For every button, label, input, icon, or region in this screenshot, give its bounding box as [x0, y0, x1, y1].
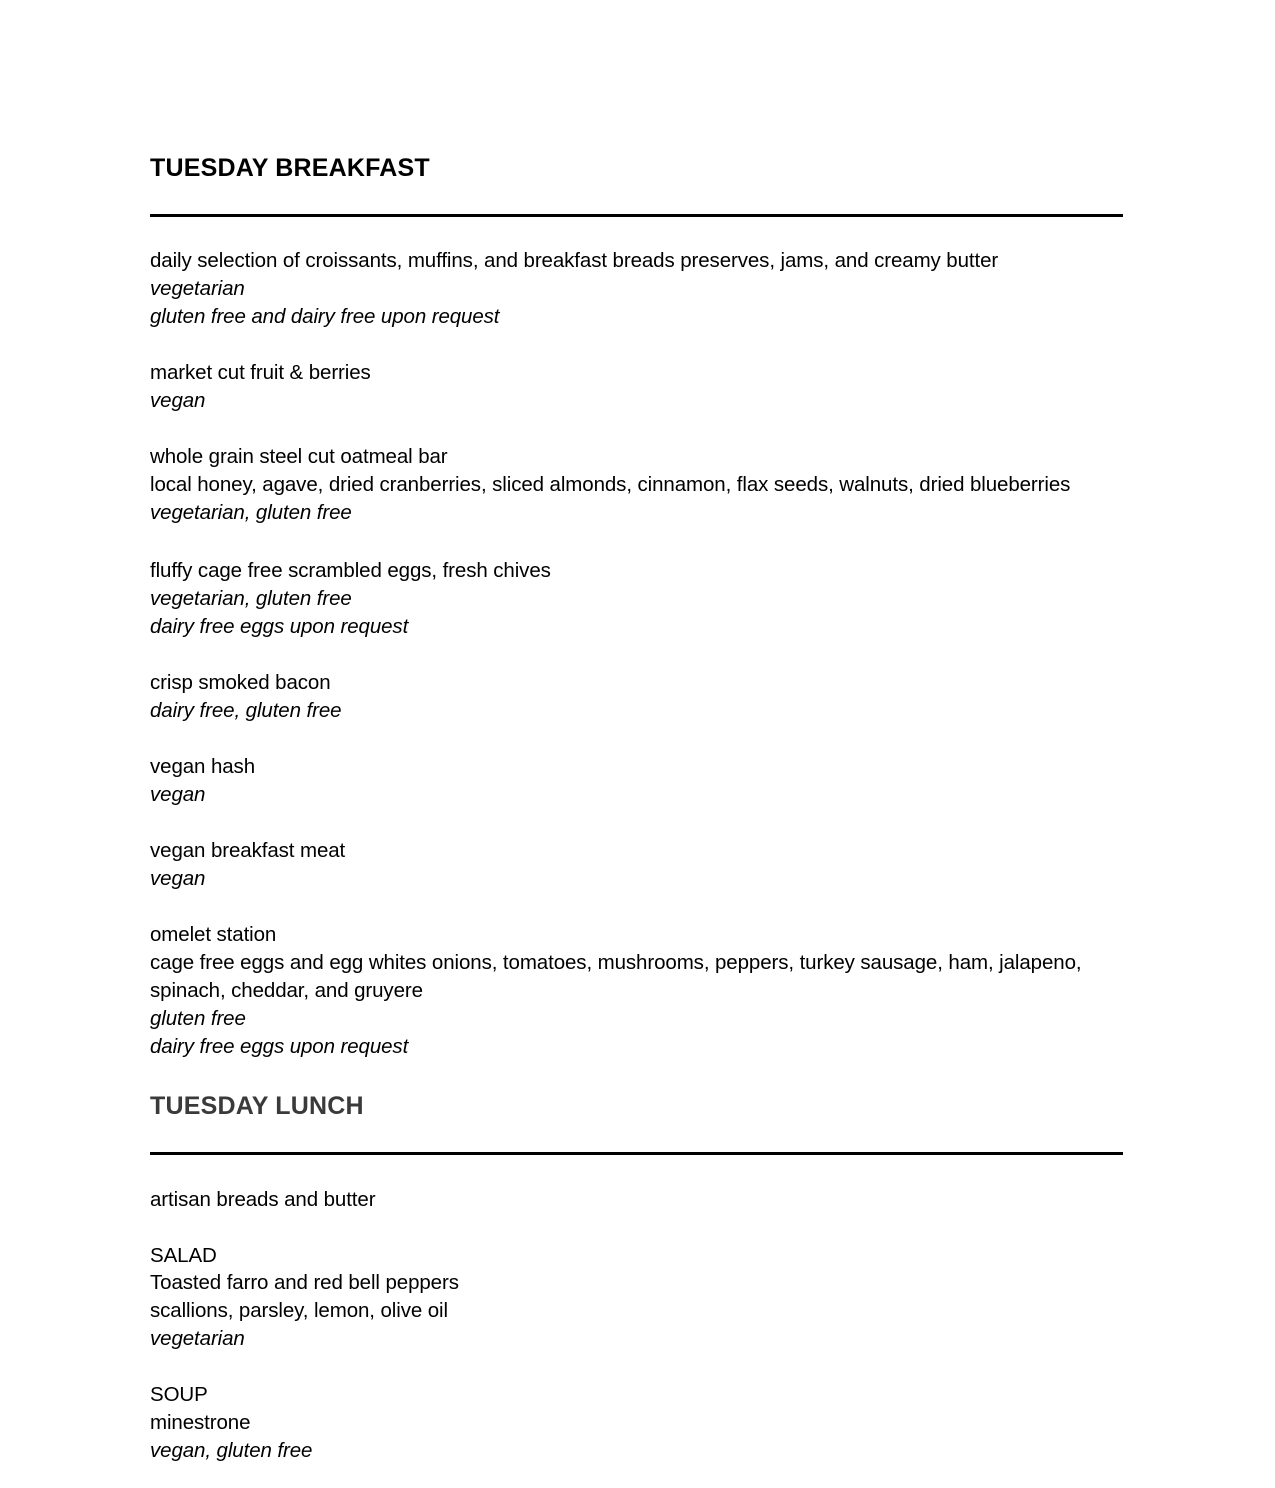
breakfast-item-note: vegetarian, gluten free — [150, 501, 352, 524]
breakfast-divider — [150, 214, 1123, 217]
breakfast-item-note: dairy free eggs upon request — [150, 1035, 409, 1058]
lunch-bread: artisan breads and butter — [150, 1188, 376, 1211]
breakfast-item-name: vegan hash — [150, 755, 256, 778]
breakfast-item-name: market cut fruit & berries — [150, 361, 371, 384]
soup-label: SOUP — [150, 1383, 208, 1406]
lunch-divider — [150, 1152, 1123, 1155]
breakfast-item-name: crisp smoked bacon — [150, 671, 331, 694]
breakfast-title: TUESDAY BREAKFAST — [150, 154, 430, 182]
soup-name: minestrone — [150, 1411, 251, 1434]
salad-note: vegetarian — [150, 1327, 245, 1350]
soup-note: vegan, gluten free — [150, 1439, 313, 1462]
breakfast-item-detail: cage free eggs and egg whites onions, tomatoes, mushrooms, peppers, turkey sausage, ham, jalapeno, — [150, 951, 1082, 974]
breakfast-item-name: whole grain steel cut oatmeal bar — [150, 445, 448, 468]
breakfast-item-note: vegan — [150, 389, 206, 412]
breakfast-item-name: omelet station — [150, 923, 277, 946]
salad-name: Toasted farro and red bell peppers — [150, 1271, 459, 1294]
breakfast-item-note: vegan — [150, 867, 206, 890]
breakfast-item-detail: spinach, cheddar, and gruyere — [150, 979, 423, 1002]
breakfast-item-note: dairy free, gluten free — [150, 699, 342, 722]
breakfast-item-note: dairy free eggs upon request — [150, 615, 409, 638]
breakfast-item-name: fluffy cage free scrambled eggs, fresh chives — [150, 559, 551, 582]
breakfast-item-name: daily selection of croissants, muffins, and breakfast breads preserves, jams, and creamy butter — [150, 249, 999, 272]
breakfast-item-note: vegetarian, gluten free — [150, 587, 352, 610]
breakfast-item-note: vegan — [150, 783, 206, 806]
lunch-title: TUESDAY LUNCH — [150, 1092, 364, 1120]
breakfast-item-note: gluten free — [150, 1007, 246, 1030]
salad-label: SALAD — [150, 1244, 217, 1267]
breakfast-item-note: vegetarian — [150, 277, 245, 300]
breakfast-item-detail: local honey, agave, dried cranberries, sliced almonds, cinnamon, flax seeds, walnuts, dried blueberries — [150, 473, 1071, 496]
breakfast-item-note: gluten free and dairy free upon request — [150, 305, 500, 328]
breakfast-item-name: vegan breakfast meat — [150, 839, 346, 862]
salad-detail: scallions, parsley, lemon, olive oil — [150, 1299, 448, 1322]
